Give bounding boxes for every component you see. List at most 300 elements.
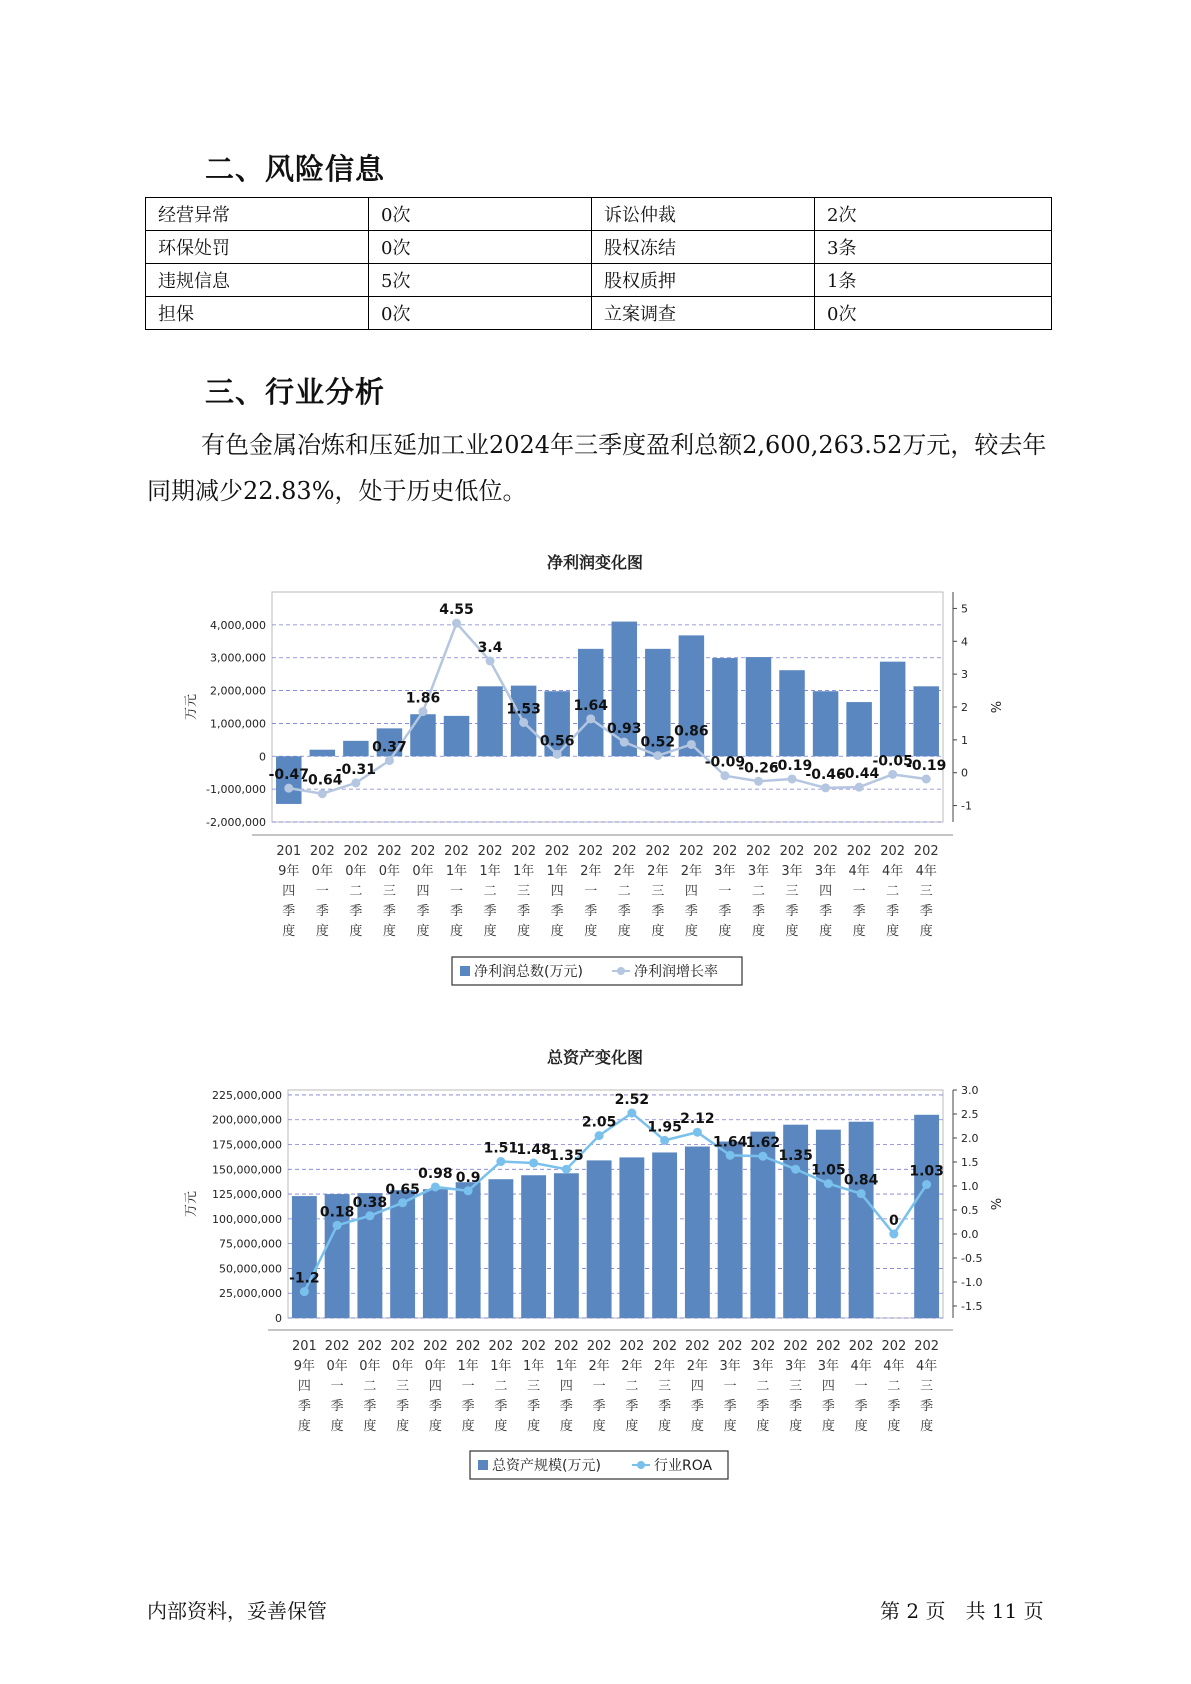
bar (914, 1115, 939, 1318)
x-tick-label: 1年 (479, 864, 501, 879)
table-cell: 环保处罚 (146, 231, 369, 264)
line-point (758, 1152, 767, 1161)
data-label: 0.65 (385, 1181, 420, 1198)
data-label: 4.55 (439, 602, 474, 619)
analysis-paragraph (147, 422, 1057, 514)
x-tick-label: 4年 (882, 864, 904, 879)
footer-left: 内部资料，妥善保管 (147, 1599, 327, 1623)
x-tick-label: 202 (544, 844, 570, 859)
x-tick-label: 度 (852, 924, 866, 939)
bar (554, 1173, 579, 1318)
data-label: 1.64 (712, 1134, 748, 1151)
x-tick-label: 1年 (512, 864, 535, 879)
bar (488, 1179, 513, 1318)
section2-heading: 二、风险信息 (205, 152, 386, 186)
x-tick-label: 二 (617, 884, 631, 899)
data-label: -0.47 (268, 767, 309, 784)
x-tick-label: 3年 (719, 1359, 741, 1374)
x-tick-label: 季 (550, 904, 564, 919)
x-tick-label: 一 (461, 1379, 475, 1394)
x-tick-label: 1年 (546, 864, 568, 879)
x-tick-label: 季 (330, 1399, 344, 1414)
x-tick-label: 3年 (781, 864, 803, 879)
line-point (496, 1157, 505, 1166)
x-tick-label: 9年 (278, 864, 300, 879)
data-label: 2.52 (614, 1092, 650, 1109)
x-tick-label: 二 (349, 884, 363, 899)
x-tick-label: 202 (444, 844, 469, 859)
x-tick-label: 度 (756, 1419, 770, 1434)
x-tick-label: 季 (450, 904, 464, 919)
x-tick-label: 9年 (293, 1359, 316, 1374)
x-tick-label: 度 (592, 1419, 606, 1434)
x-tick-label: 度 (315, 924, 329, 939)
x-tick-label: 度 (718, 924, 732, 939)
data-label: 0.98 (418, 1165, 453, 1182)
x-tick-label: 季 (527, 1399, 541, 1414)
line-point (284, 784, 293, 793)
x-tick-label: 一 (852, 884, 866, 899)
x-tick-label: 季 (416, 904, 430, 919)
bar (477, 686, 502, 756)
x-tick-label: 度 (428, 1419, 442, 1434)
data-label: 1.03 (909, 1163, 944, 1180)
x-tick-label: 0年 (412, 864, 434, 879)
y-tick-label: 0 (275, 1312, 282, 1325)
x-tick-label: 度 (382, 924, 396, 939)
data-label: 1.86 (405, 690, 441, 707)
data-label: 1.35 (549, 1148, 584, 1165)
x-tick-label: 一 (723, 1379, 737, 1394)
net-profit-chart (170, 550, 1002, 995)
x-tick-label: 3年 (747, 864, 770, 879)
line-point (553, 750, 562, 759)
y2-tick-label: -1.0 (961, 1276, 983, 1289)
x-tick-label: 三 (789, 1379, 803, 1394)
line-point (333, 1221, 342, 1230)
x-tick-label: 度 (919, 924, 933, 939)
x-tick-label: 202 (511, 844, 537, 859)
x-tick-label: 度 (886, 924, 900, 939)
data-label: -0.19 (906, 757, 947, 774)
y-tick-label: -1,000,000 (206, 783, 266, 797)
x-tick-label: 季 (584, 904, 598, 919)
y-tick-label: 175,000,000 (212, 1138, 282, 1152)
table-cell: 股权质押 (592, 264, 815, 297)
y2-tick-label: 0.5 (961, 1204, 979, 1217)
total-assets-chart (170, 1045, 1002, 1490)
x-tick-label: 度 (349, 924, 363, 939)
bar (846, 702, 871, 756)
table-cell: 0次 (815, 297, 1052, 330)
x-tick-label: 202 (750, 1339, 776, 1354)
x-tick-label: 0年 (424, 1359, 447, 1374)
table-row (146, 264, 1052, 297)
line-point (720, 771, 729, 780)
x-tick-label: 度 (887, 1419, 901, 1434)
x-tick-label: 0年 (345, 864, 367, 879)
x-tick-label: 季 (559, 1399, 573, 1414)
x-tick-label: 四 (559, 1379, 573, 1394)
x-tick-label: 度 (527, 1419, 541, 1434)
risk-table (145, 197, 1052, 330)
data-label: 1.62 (745, 1135, 781, 1152)
y-tick-label: 50,000,000 (219, 1262, 282, 1276)
x-tick-label: 季 (483, 904, 497, 919)
x-tick-label: 3年 (817, 1359, 840, 1374)
x-tick-label: 三 (919, 884, 933, 899)
x-tick-label: 三 (396, 1379, 410, 1394)
bar (816, 1130, 841, 1318)
x-tick-label: 一 (592, 1379, 606, 1394)
x-tick-label: 1年 (490, 1359, 512, 1374)
x-tick-label: 二 (886, 884, 900, 899)
y-tick-label: 1,000,000 (210, 717, 266, 731)
x-tick-label: 202 (813, 844, 838, 859)
table-cell: 0次 (369, 231, 592, 264)
x-tick-label: 度 (559, 1419, 573, 1434)
x-tick-label: 度 (751, 924, 765, 939)
x-tick-label: 1年 (522, 1359, 545, 1374)
line-point (452, 619, 461, 628)
x-tick-label: 二 (887, 1379, 901, 1394)
data-label: -0.31 (335, 761, 377, 778)
x-tick-label: 季 (592, 1399, 606, 1414)
data-label: -0.26 (738, 760, 779, 777)
table-cell: 2次 (815, 198, 1052, 231)
line-point (693, 1128, 702, 1137)
line-point (620, 738, 629, 747)
data-label: 0.52 (640, 734, 676, 751)
line-point (653, 751, 662, 760)
x-tick-label: 季 (789, 1399, 803, 1414)
line-point (660, 1136, 669, 1145)
x-tick-label: 度 (297, 1419, 311, 1434)
x-tick-label: 度 (821, 1419, 835, 1434)
x-tick-label: 度 (330, 1419, 344, 1434)
bar (310, 750, 335, 757)
y-axis-label: 万元 (184, 693, 199, 721)
x-tick-label: 季 (723, 1399, 737, 1414)
x-tick-label: 季 (919, 904, 933, 919)
x-tick-label: 202 (455, 1339, 481, 1354)
table-cell: 0次 (369, 297, 592, 330)
x-tick-label: 2年 (613, 864, 635, 879)
x-tick-label: 202 (578, 844, 604, 859)
x-tick-label: 202 (684, 1339, 710, 1354)
x-tick-label: 季 (690, 1399, 704, 1414)
x-tick-label: 度 (363, 1419, 377, 1434)
line-point (888, 770, 897, 779)
y-tick-label: 4,000,000 (210, 618, 266, 632)
data-label: 1.05 (811, 1162, 846, 1179)
y2-tick-label: 2.5 (961, 1108, 979, 1121)
x-tick-label: 3年 (814, 864, 837, 879)
line-point (627, 1109, 636, 1118)
x-tick-label: 度 (920, 1419, 934, 1434)
y-tick-label: 75,000,000 (219, 1237, 282, 1251)
x-tick-label: 季 (282, 904, 296, 919)
x-tick-label: 度 (854, 1419, 868, 1434)
line-point (824, 1179, 833, 1188)
x-tick-label: 三 (382, 884, 396, 899)
x-tick-label: 0年 (359, 1359, 381, 1374)
x-tick-label: 202 (619, 1339, 645, 1354)
x-tick-label: 四 (282, 884, 296, 899)
x-tick-label: 202 (645, 844, 671, 859)
line-point (687, 740, 696, 749)
x-tick-label: 度 (282, 924, 296, 939)
line-point (922, 1180, 931, 1189)
y-tick-label: 100,000,000 (212, 1212, 282, 1226)
x-tick-label: 季 (751, 904, 765, 919)
y2-tick-label: 0 (961, 766, 968, 780)
x-tick-label: 一 (584, 884, 598, 899)
x-tick-label: 季 (658, 1399, 672, 1414)
x-tick-label: 202 (390, 1339, 416, 1354)
x-tick-label: 一 (718, 884, 732, 899)
x-tick-label: 三 (658, 1379, 672, 1394)
x-tick-label: 202 (553, 1339, 579, 1354)
line-point (726, 1151, 735, 1160)
bar (813, 691, 838, 756)
x-tick-label: 202 (746, 844, 771, 859)
table-cell: 5次 (369, 264, 592, 297)
x-tick-label: 202 (783, 1339, 809, 1354)
y-axis-label: 万元 (184, 1190, 199, 1218)
x-tick-label: 度 (461, 1419, 475, 1434)
x-tick-label: 4年 (850, 1359, 872, 1374)
data-label: 0.93 (607, 721, 642, 738)
data-label: 1.95 (647, 1119, 682, 1136)
x-tick-label: 度 (658, 1419, 672, 1434)
x-tick-label: 度 (651, 924, 665, 939)
x-tick-label: 二 (494, 1379, 508, 1394)
data-label: 0.38 (352, 1194, 388, 1211)
x-tick-label: 季 (428, 1399, 442, 1414)
data-label: 1.35 (778, 1148, 813, 1165)
legend-bar-label: 净利润总数(万元) (474, 964, 583, 980)
x-tick-label: 2年 (653, 1359, 676, 1374)
table-cell: 1条 (815, 264, 1052, 297)
line-point (889, 1230, 898, 1239)
chart-title: 总资产变化图 (546, 1048, 644, 1067)
x-tick-label: 季 (821, 1399, 835, 1414)
data-label: -0.05 (872, 753, 913, 770)
x-tick-label: 二 (483, 884, 497, 899)
x-tick-label: 二 (625, 1379, 639, 1394)
x-tick-label: 季 (920, 1399, 934, 1414)
x-tick-label: 202 (914, 1339, 940, 1354)
bar (423, 1189, 448, 1318)
x-tick-label: 季 (297, 1399, 311, 1414)
bar (410, 714, 435, 756)
x-tick-label: 0年 (378, 864, 401, 879)
x-tick-label: 二 (756, 1379, 770, 1394)
bar (390, 1190, 415, 1318)
x-tick-label: 202 (848, 1339, 874, 1354)
x-tick-label: 度 (517, 924, 531, 939)
x-tick-label: 202 (357, 1339, 383, 1354)
bar (746, 657, 771, 756)
x-tick-label: 四 (428, 1379, 442, 1394)
bar (718, 1142, 743, 1318)
x-tick-label: 四 (821, 1379, 835, 1394)
x-tick-label: 202 (410, 844, 436, 859)
bar (456, 1182, 481, 1318)
line-point (318, 789, 327, 798)
data-label: 0.37 (372, 739, 407, 756)
line-point (821, 783, 830, 792)
x-tick-label: 度 (550, 924, 564, 939)
x-tick-label: 0年 (326, 1359, 348, 1374)
x-tick-label: 季 (382, 904, 396, 919)
x-tick-label: 0年 (311, 864, 333, 879)
x-tick-label: 度 (789, 1419, 803, 1434)
x-tick-label: 季 (819, 904, 833, 919)
y-tick-label: 0 (259, 750, 266, 764)
line-point (791, 1165, 800, 1174)
y-tick-label: 225,000,000 (212, 1088, 282, 1102)
x-tick-label: 202 (422, 1339, 448, 1354)
x-tick-label: 度 (684, 924, 698, 939)
x-tick-label: 季 (852, 904, 866, 919)
x-tick-label: 四 (690, 1379, 704, 1394)
x-tick-label: 3年 (784, 1359, 807, 1374)
line-point (385, 756, 394, 765)
bar (913, 686, 938, 756)
x-tick-label: 季 (886, 904, 900, 919)
x-tick-label: 202 (815, 1339, 841, 1354)
y2-tick-label: 0.0 (961, 1228, 979, 1241)
y-tick-label: 3,000,000 (210, 651, 266, 665)
x-tick-label: 1年 (555, 1359, 578, 1374)
x-tick-label: 三 (785, 884, 799, 899)
y2-tick-label: -0.5 (961, 1252, 983, 1265)
x-tick-label: 0年 (391, 1359, 414, 1374)
x-tick-label: 2年 (588, 1359, 610, 1374)
x-tick-label: 4年 (848, 864, 870, 879)
x-tick-label: 度 (723, 1419, 737, 1434)
x-tick-label: 季 (854, 1399, 868, 1414)
x-tick-label: 202 (343, 844, 369, 859)
bar (521, 1175, 546, 1318)
table-row (146, 297, 1052, 330)
footer-right: 第 2 页 共 11 页 (880, 1599, 1044, 1623)
table-cell: 违规信息 (146, 264, 369, 297)
data-label: 3.4 (477, 640, 503, 656)
x-tick-label: 4年 (915, 864, 937, 879)
data-label: 0.84 (843, 1172, 879, 1189)
x-tick-label: 202 (309, 844, 335, 859)
x-tick-label: 季 (517, 904, 531, 919)
bar (652, 1152, 677, 1318)
data-label: -0.19 (771, 757, 813, 774)
x-tick-label: 202 (712, 844, 738, 859)
bar (685, 1147, 710, 1318)
x-tick-label: 202 (586, 1339, 612, 1354)
line-point (486, 657, 495, 666)
x-tick-label: 三 (651, 884, 665, 899)
y2-tick-label: 1.5 (961, 1156, 979, 1169)
x-tick-label: 度 (617, 924, 631, 939)
data-label: 1.51 (483, 1140, 519, 1157)
table-row (146, 198, 1052, 231)
bar (444, 716, 469, 756)
x-tick-label: 三 (517, 884, 531, 899)
x-tick-label: 202 (611, 844, 637, 859)
x-tick-label: 四 (819, 884, 833, 899)
table-cell: 股权冻结 (592, 231, 815, 264)
bar (779, 670, 804, 756)
x-tick-label: 4年 (883, 1359, 905, 1374)
x-tick-label: 2年 (686, 1359, 709, 1374)
x-tick-label: 季 (461, 1399, 475, 1414)
x-tick-label: 202 (652, 1339, 678, 1354)
x-tick-label: 一 (854, 1379, 868, 1394)
y-tick-label: -2,000,000 (206, 816, 266, 829)
data-label: 1.64 (573, 697, 608, 714)
x-tick-label: 度 (819, 924, 833, 939)
x-tick-label: 四 (297, 1379, 311, 1394)
x-tick-label: 季 (887, 1399, 901, 1414)
legend-line-marker (637, 1461, 645, 1469)
line-point (855, 783, 864, 792)
legend-bar-swatch (478, 1460, 488, 1470)
x-tick-label: 202 (779, 844, 805, 859)
x-tick-label: 四 (416, 884, 430, 899)
x-tick-label: 一 (330, 1379, 344, 1394)
x-tick-label: 202 (521, 1339, 547, 1354)
x-tick-label: 一 (315, 884, 329, 899)
x-tick-label: 三 (920, 1379, 934, 1394)
data-label: 0.86 (674, 723, 709, 740)
x-tick-label: 202 (717, 1339, 743, 1354)
x-tick-label: 三 (527, 1379, 541, 1394)
y-tick-label: 200,000,000 (212, 1113, 282, 1127)
y2-tick-label: 2 (961, 701, 968, 714)
legend-line-marker (617, 967, 625, 975)
legend-line-label: 行业ROA (654, 1458, 713, 1474)
x-tick-label: 201 (291, 1339, 317, 1354)
x-tick-label: 季 (651, 904, 665, 919)
data-label: -0.44 (838, 766, 880, 783)
data-label: -0.46 (805, 766, 846, 783)
x-tick-label: 2年 (647, 864, 669, 879)
x-tick-label: 度 (625, 1419, 639, 1434)
y2-tick-label: -1 (961, 799, 972, 813)
y-tick-label: 150,000,000 (212, 1163, 282, 1177)
line-point (464, 1186, 473, 1195)
x-tick-label: 季 (315, 904, 329, 919)
legend-bar-label: 总资产规模(万元) (492, 1458, 601, 1474)
table-cell: 诉讼仲裁 (592, 198, 815, 231)
x-tick-label: 度 (396, 1419, 410, 1434)
y-tick-label: 2,000,000 (210, 684, 266, 698)
x-tick-label: 度 (494, 1419, 508, 1434)
x-tick-label: 202 (880, 844, 906, 859)
x-tick-label: 季 (617, 904, 631, 919)
line-point (519, 718, 528, 727)
x-tick-label: 202 (678, 844, 704, 859)
y2-tick-label: 2.0 (961, 1132, 979, 1145)
y2-tick-label: 1.0 (961, 1180, 979, 1193)
x-tick-label: 202 (881, 1339, 907, 1354)
x-tick-label: 季 (625, 1399, 639, 1414)
y2-axis-label: % (987, 1197, 1002, 1211)
x-tick-label: 202 (846, 844, 872, 859)
data-label: 0.18 (319, 1204, 355, 1221)
